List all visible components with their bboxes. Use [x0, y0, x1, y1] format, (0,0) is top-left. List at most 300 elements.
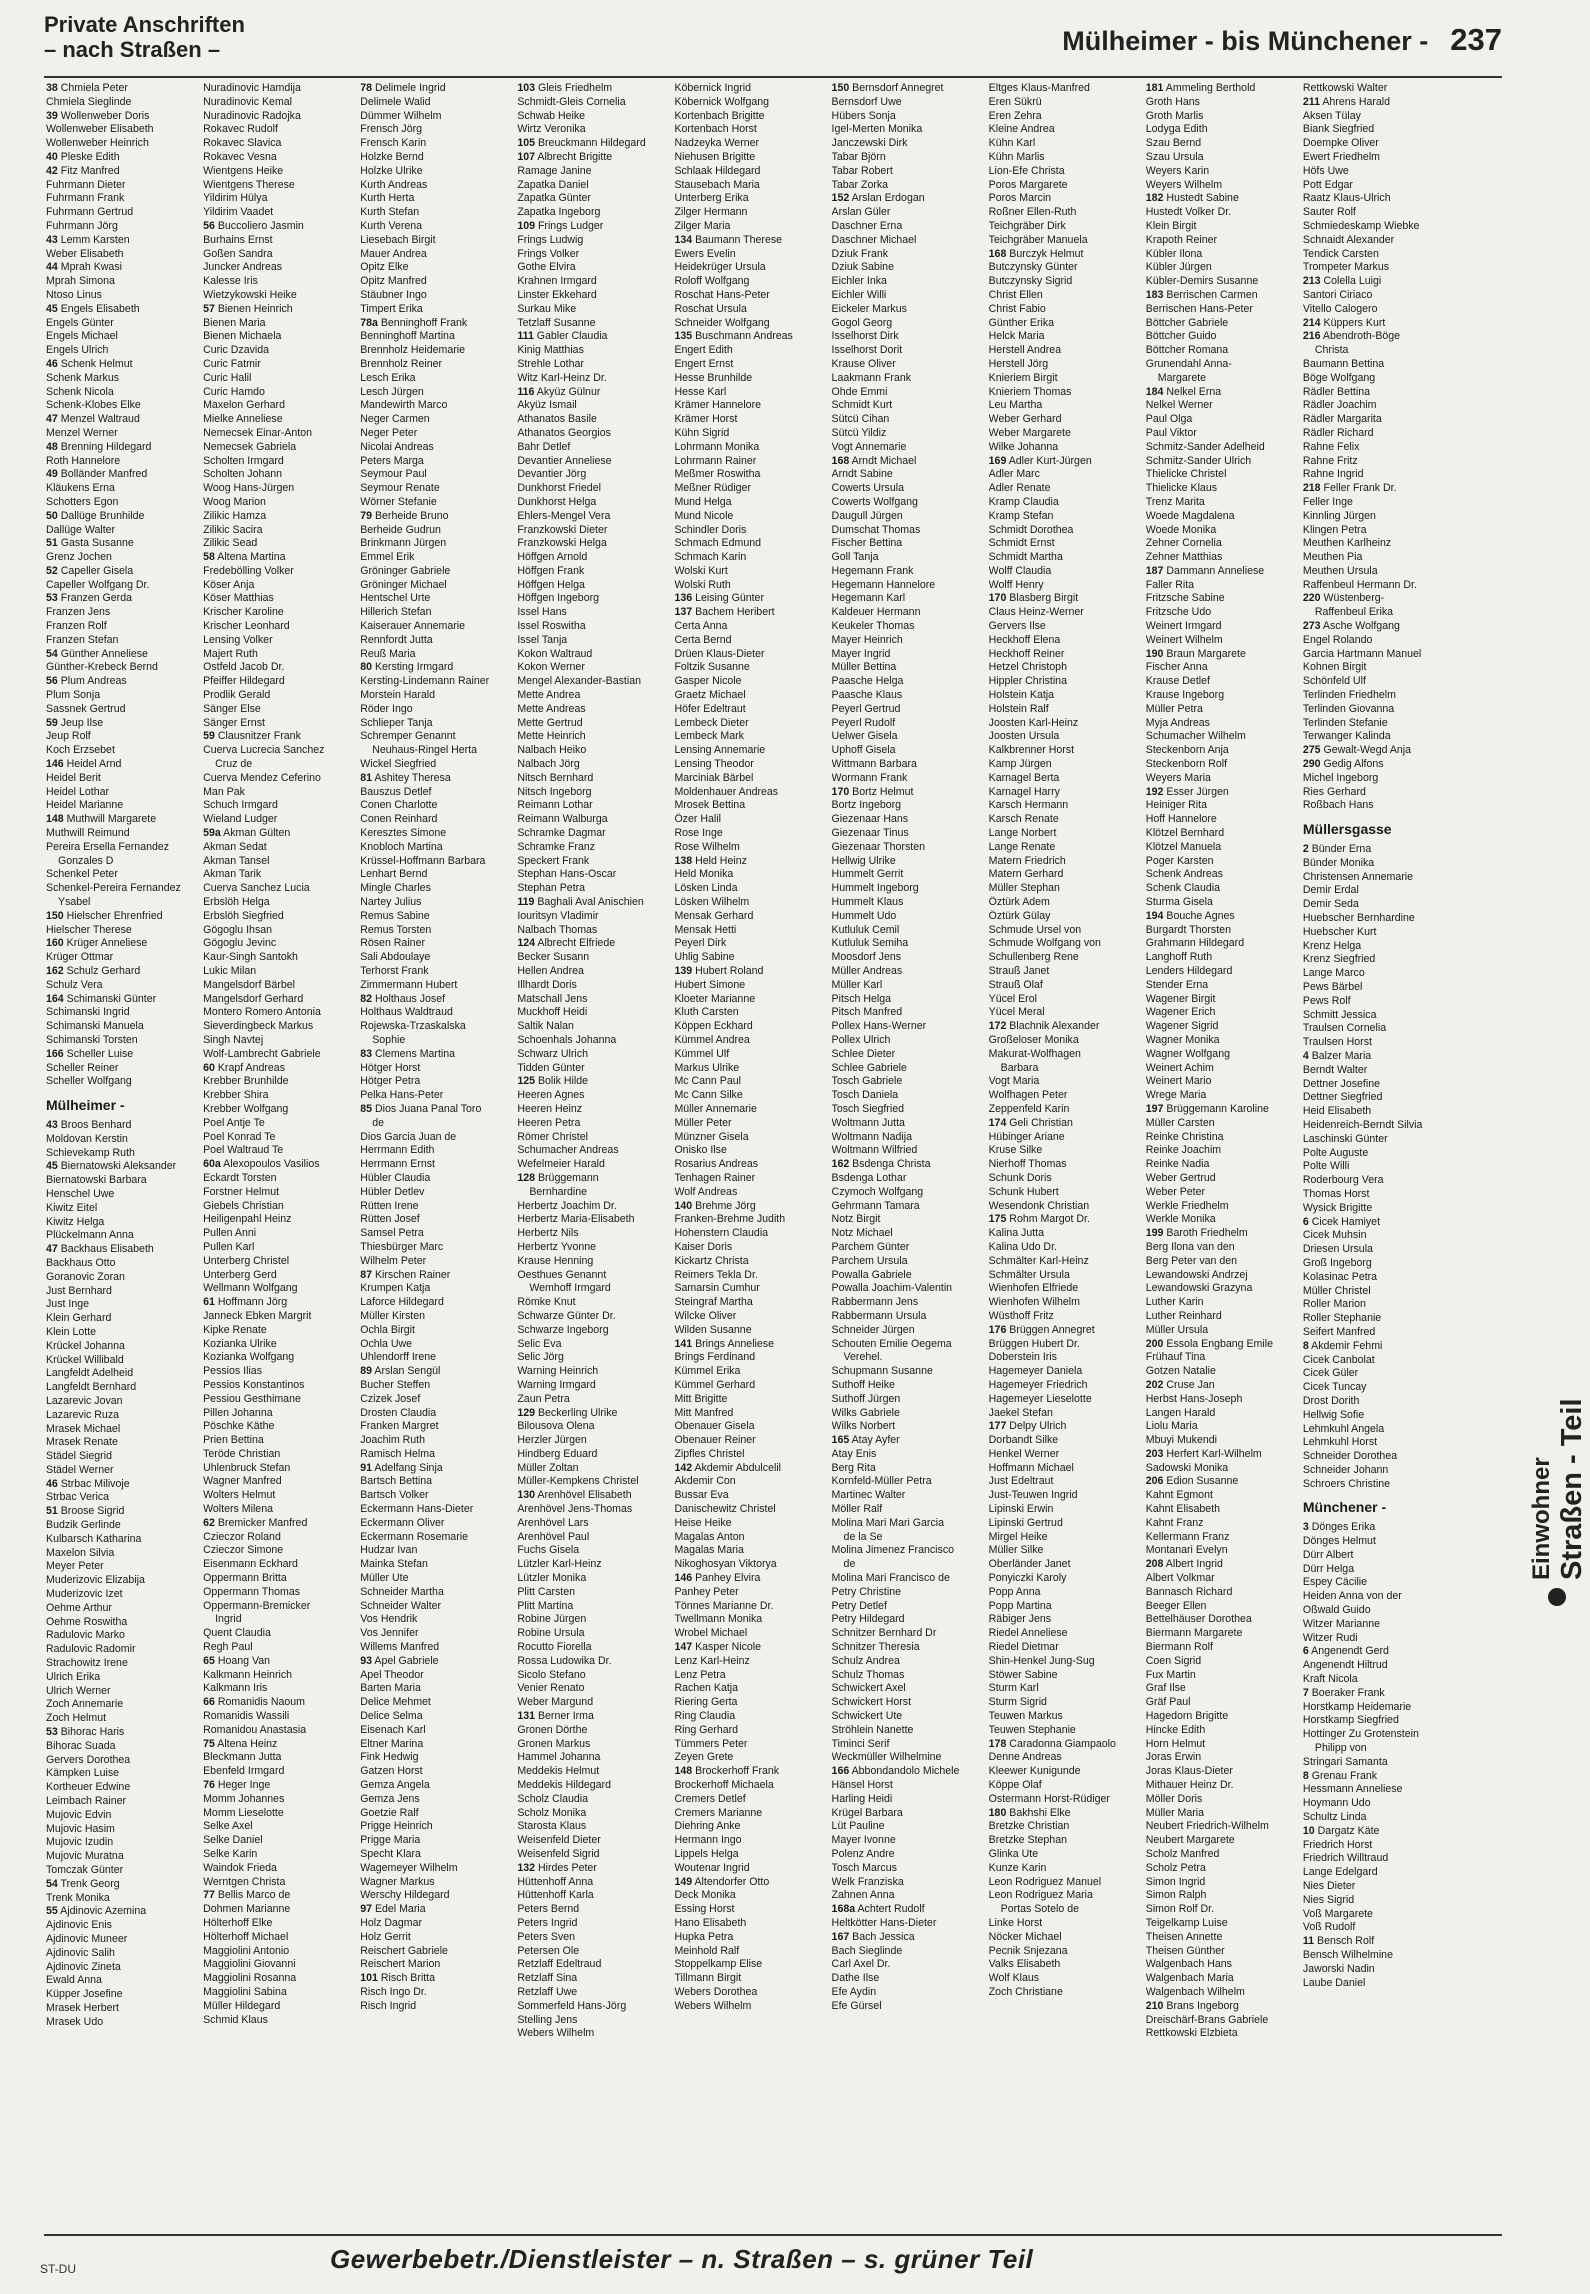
directory-entry: Tosch Gabriele	[831, 1075, 903, 1088]
directory-entry: Rabbermann Ursula	[831, 1309, 927, 1322]
house-number: 183	[1145, 288, 1164, 301]
directory-entry: Engels Günter	[46, 316, 114, 329]
directory-entry: Werschy Hildegard	[360, 1889, 450, 1902]
directory-entry: 131 Berner Irma	[517, 1710, 594, 1723]
directory-entry: Czymoch Wolfgang	[831, 1185, 924, 1198]
directory-entry: Nuradinovic Kemal	[203, 95, 293, 108]
directory-entry: Maxelon Silvia	[46, 1546, 115, 1559]
directory-entry: Kübler Ilona	[1145, 247, 1203, 260]
directory-entry: Regh Paul	[203, 1641, 253, 1654]
directory-entry: Mauer Andrea	[360, 247, 427, 260]
directory-entry: 178 Caradonna Giampaolo	[988, 1737, 1116, 1750]
directory-entry: Weinert Wilhelm	[1145, 633, 1223, 646]
directory-entry: Oberländer Janet	[988, 1558, 1071, 1571]
directory-entry: Ries Gerhard	[1302, 785, 1366, 798]
house-number: 187	[1145, 564, 1164, 577]
directory-entry: 210 Brans Ingeborg	[1145, 1999, 1239, 2012]
directory-entry: Budzik Gerlinde	[46, 1519, 121, 1532]
directory-entry: Wolters Milena	[203, 1503, 273, 1516]
directory-entry: Lesch Erika	[360, 371, 416, 384]
directory-entry: Paul Olga	[1145, 413, 1193, 426]
directory-entry: Heidel Berit	[46, 771, 101, 784]
directory-entry: 44 Mprah Kwasi	[46, 261, 122, 274]
directory-entry: Heeren Agnes	[517, 1089, 585, 1102]
directory-entry: Kluth Carsten	[674, 1006, 739, 1019]
directory-entry: Oppermann-Bremicker	[203, 1599, 311, 1612]
directory-entry: Lenz Petra	[674, 1668, 726, 1681]
directory-entry: Franken-Brehme Judith	[674, 1213, 786, 1226]
directory-entry: Maxelon Gerhard	[203, 399, 285, 412]
directory-entry: Cuerva Mendez Ceferino	[203, 771, 321, 784]
directory-entry: Montanari Evelyn	[1145, 1544, 1228, 1557]
directory-entry: Herstell Andrea	[988, 344, 1062, 357]
directory-entry: Powalla Joachim-Valentin	[831, 1282, 953, 1295]
directory-entry: Wickel Siegfried	[360, 758, 437, 771]
directory-entry: Dürr Helga	[1302, 1562, 1355, 1575]
directory-entry: Keukeler Thomas	[831, 620, 915, 633]
directory-entry: Schoenhals Johanna	[517, 1033, 617, 1046]
directory-entry: Wolters Helmut	[203, 1489, 276, 1502]
directory-entry: 93 Apel Gabriele	[360, 1654, 439, 1667]
directory-entry: Brinkmann Jürgen	[360, 537, 447, 550]
directory-entry: Peyerl Rudolf	[831, 716, 896, 729]
directory-entry: Schramke Franz	[517, 840, 596, 853]
directory-entry: Weinert Mario	[1145, 1075, 1212, 1088]
directory-entry: Pullen Karl	[203, 1240, 255, 1253]
directory-entry: Kämpken Luise	[46, 1767, 120, 1780]
directory-entry: Franzen Jens	[46, 606, 111, 619]
house-number: 148	[674, 1765, 693, 1778]
directory-entry: Ring Gerhard	[674, 1723, 739, 1736]
directory-entry: Theisen Annette	[1145, 1930, 1223, 1943]
house-number: 46	[46, 357, 58, 370]
directory-entry: Warning Irmgard	[517, 1378, 596, 1391]
directory-entry: Lipinski Gertrud	[988, 1516, 1063, 1529]
directory-entry: Hegemann Frank	[831, 564, 914, 577]
directory-entry: Kurth Herta	[360, 192, 415, 205]
directory-entry: 46 Schenk Helmut	[46, 357, 133, 370]
directory-entry: Schwab Heike	[517, 109, 586, 122]
directory-entry: Czieczor Simone	[203, 1544, 284, 1557]
directory-entry: Weisenfeld Dieter	[517, 1834, 601, 1847]
directory-entry: Raatz Klaus-Ulrich	[1302, 192, 1391, 205]
directory-entry: Radulovic Radomir	[46, 1643, 136, 1656]
directory-entry: Röder Ingo	[360, 702, 413, 715]
directory-entry: Meuthen Pia	[1302, 551, 1363, 564]
directory-entry: 176 Brüggen Annegret	[988, 1323, 1095, 1336]
directory-entry: 109 Frings Ludger	[517, 219, 604, 232]
directory-entry: Sicolo Stefano	[517, 1668, 586, 1681]
house-number: 58	[203, 551, 215, 564]
directory-entry: Schouten Emilie Oegema	[831, 1337, 952, 1350]
directory-entry: Weber Elisabeth	[46, 247, 124, 260]
house-number: 111	[517, 330, 534, 343]
directory-entry: Laforce Hildegard	[360, 1296, 444, 1309]
directory-entry: 181 Ammeling Berthold	[1145, 82, 1256, 94]
directory-entry: Tabar Zorka	[831, 178, 889, 191]
directory-entry: Mrosek Bettina	[674, 799, 746, 812]
directory-entry: Molina Mari Mari Garcia	[831, 1516, 944, 1529]
directory-entry: Wolf-Lambrecht Gabriele	[203, 1047, 321, 1060]
house-number: 50	[46, 509, 58, 522]
house-number: 125	[517, 1075, 536, 1088]
directory-entry: Glinka Ute	[988, 1848, 1039, 1860]
directory-entry: Paasche Klaus	[831, 689, 903, 702]
header-title: Private Anschriften	[44, 12, 245, 37]
directory-entry: Nuradinovic Hamdija	[203, 82, 301, 94]
house-number: 10	[1302, 1824, 1315, 1837]
directory-entry: Lembeck Mark	[674, 730, 744, 743]
directory-entry: Butczynsky Günter	[988, 261, 1078, 274]
directory-entry: Oßwald Guido	[1302, 1604, 1371, 1617]
directory-entry: Lange Norbert	[988, 827, 1057, 840]
directory-entry: 80 Kersting Irmgard	[360, 661, 454, 674]
house-number: 192	[1145, 785, 1164, 798]
directory-entry: Köppen Eckhard	[674, 1020, 753, 1033]
directory-entry: Czizek Josef	[360, 1392, 421, 1405]
directory-entry: Daschner Michael	[831, 233, 917, 246]
directory-entry: Müller Zoltan	[517, 1461, 579, 1474]
directory-entry: Woutenar Ingrid	[674, 1861, 750, 1874]
directory-entry: Karnagel Berta	[988, 771, 1060, 784]
directory-entry: Krüger Ottmar	[46, 951, 114, 964]
directory-entry: Dunkhorst Helga	[517, 495, 597, 508]
directory-entry: Schenk Markus	[46, 371, 120, 384]
directory-entry: Makurat-Wolfhagen	[988, 1047, 1081, 1060]
directory-entry: Wolf Andreas	[674, 1185, 738, 1198]
directory-entry: Klein Birgit	[1145, 219, 1197, 232]
directory-entry: 218 Feller Frank Dr.	[1302, 482, 1397, 495]
directory-entry-continuation: de	[843, 1558, 856, 1571]
directory-entry: Joosten Ursula	[988, 730, 1060, 743]
directory-entry: Kraft Nicola	[1302, 1673, 1358, 1686]
directory-entry: Hölterhoff Elke	[203, 1916, 273, 1929]
directory-entry: Hammel Johanna	[517, 1751, 601, 1764]
directory-entry: Michel Ingeborg	[1302, 771, 1379, 784]
directory-entry: Roller Marion	[1302, 1298, 1366, 1311]
directory-column	[1303, 82, 1456, 2230]
directory-entry: Suthoff Heike	[831, 1378, 895, 1391]
directory-entry: Schumacher Andreas	[517, 1144, 619, 1157]
directory-entry: Mette Heinrich	[517, 730, 586, 743]
house-number: 160	[46, 937, 64, 950]
directory-entry: 197 Brüggemann Karoline	[1145, 1102, 1269, 1115]
house-number: 130	[517, 1489, 536, 1502]
directory-entry: Popp Martina	[988, 1599, 1052, 1612]
directory-entry: Rokavec Slavica	[203, 137, 282, 150]
directory-entry: Dziuk Sabine	[831, 261, 894, 274]
house-number: 168a	[831, 1903, 856, 1916]
directory-entry: Pelka Hans-Peter	[360, 1089, 444, 1102]
directory-entry: Schenkel-Pereira Fernandez	[46, 882, 181, 895]
directory-entry: Schenk Claudia	[1145, 882, 1220, 895]
directory-entry: Gervers Dorothea	[46, 1753, 131, 1766]
house-number: 60	[203, 1061, 215, 1074]
directory-entry: Maggiolini Antonio	[203, 1944, 290, 1957]
directory-entry: Hübinger Ariane	[988, 1130, 1065, 1143]
directory-entry: Kaldeuer Hermann	[831, 606, 921, 619]
house-number: 132	[517, 1861, 536, 1874]
directory-entry: Kümmel Andrea	[674, 1033, 750, 1046]
directory-entry: Römke Knut	[517, 1296, 576, 1309]
directory-entry: Thiesbürger Marc	[360, 1240, 444, 1253]
directory-entry: Bartsch Bettina	[360, 1475, 433, 1488]
directory-entry: Huebscher Kurt	[1302, 925, 1377, 938]
directory-entry: Schotters Egon	[46, 495, 119, 508]
directory-entry: Nies Dieter	[1302, 1880, 1356, 1892]
directory-entry: 149 Altendorfer Otto	[674, 1875, 770, 1888]
directory-entry: 192 Esser Jürgen	[1145, 785, 1229, 798]
directory-entry: 40 Pleske Edith	[46, 150, 120, 163]
directory-entry: Laube Daniel	[1302, 1976, 1366, 1989]
directory-entry: Plum Sonja	[46, 689, 101, 702]
directory-entry: Maggiolini Sabina	[203, 1985, 287, 1998]
directory-entry: Rahne Felix	[1302, 440, 1360, 453]
directory-entry: Shin-Henkel Jung-Sug	[988, 1654, 1095, 1667]
directory-entry: Schunk Hubert	[988, 1185, 1059, 1198]
directory-entry: 170 Blasberg Birgit	[988, 592, 1079, 605]
directory-entry: Deck Monika	[674, 1889, 736, 1902]
directory-entry: Karsch Renate	[988, 813, 1059, 826]
directory-entry: 47 Menzel Waltraud	[46, 413, 140, 426]
directory-entry: Denne Andreas	[988, 1751, 1062, 1764]
directory-entry: Witz Karl-Heinz Dr.	[517, 371, 607, 384]
directory-entry: Friedrich Willtraud	[1302, 1852, 1389, 1865]
directory-entry: Peyerl Dirk	[674, 937, 727, 950]
house-number: 6	[1302, 1215, 1309, 1228]
directory-column	[203, 82, 356, 2230]
directory-entry: Hupka Petra	[674, 1930, 734, 1943]
directory-entry: Trompeter Markus	[1302, 261, 1390, 274]
directory-entry: Sütcü Cihan	[831, 413, 890, 426]
directory-entry: Burhains Ernst	[203, 233, 273, 246]
directory-entry: Werkle Monika	[1145, 1213, 1216, 1226]
directory-entry: Günther Erika	[988, 316, 1055, 329]
directory-entry: Curic Hamdo	[203, 385, 265, 398]
directory-entry: Eren Sükrü	[988, 95, 1042, 108]
directory-entry: 39 Wollenweber Doris	[46, 109, 150, 122]
directory-entry: 146 Heidel Arnd	[46, 758, 122, 771]
directory-entry: Kiwitz Eitel	[46, 1201, 98, 1214]
directory-entry: Man Pak	[203, 785, 245, 798]
directory-entry: Meßmer Roswitha	[674, 468, 761, 481]
house-number: 182	[1145, 192, 1164, 205]
directory-entry: 290 Gedig Alfons	[1302, 758, 1384, 771]
directory-entry: Moosdorf Jens	[831, 951, 902, 964]
directory-entry: Eisenach Karl	[360, 1723, 426, 1736]
directory-entry: Langhoff Ruth	[1145, 951, 1213, 964]
directory-entry: 6 Angenendt Gerd	[1302, 1645, 1389, 1658]
directory-entry: Höffgen Ingeborg	[517, 592, 600, 605]
directory-entry: Vos Hendrik	[360, 1613, 418, 1626]
directory-entry: Schnitzer Theresia	[831, 1641, 920, 1654]
directory-entry: Hötger Petra	[360, 1075, 421, 1088]
directory-entry: 45 Biernatowski Aleksander	[46, 1160, 177, 1173]
directory-entry: Meinhold Ralf	[674, 1944, 740, 1957]
house-number: 203	[1145, 1447, 1164, 1460]
directory-entry: Wolski Ruth	[674, 578, 731, 591]
directory-entry: Schwarze Ingeborg	[517, 1323, 609, 1336]
directory-entry: Stelling Jens	[517, 2013, 578, 2026]
directory-entry: Zilikic Sead	[203, 537, 258, 550]
house-number: 177	[988, 1420, 1007, 1433]
directory-entry: Zoch Christiane	[988, 1985, 1063, 1998]
directory-entry: Franken Margret	[360, 1420, 439, 1433]
directory-entry: Stoppelkamp Elise	[674, 1958, 763, 1971]
house-number: 194	[1145, 909, 1164, 922]
directory-entry: 85 Dios Juana Panal Toro	[360, 1102, 482, 1115]
directory-entry: 11 Bensch Rolf	[1302, 1935, 1375, 1948]
directory-entry: Krebber Brunhilde	[203, 1075, 289, 1088]
directory-entry: Pollex Ulrich	[831, 1033, 891, 1046]
directory-entry: Claus Heinz-Werner	[988, 606, 1084, 619]
directory-entry: Sänger Else	[203, 702, 261, 715]
directory-entry: Höfs Uwe	[1302, 164, 1349, 177]
directory-column	[989, 82, 1142, 2230]
directory-entry: Grunendahl Anna-	[1145, 357, 1232, 370]
directory-entry: 7 Boeraker Frank	[1302, 1686, 1385, 1699]
directory-entry: Kellermann Franz	[1145, 1530, 1230, 1543]
directory-entry: Roschat Hans-Peter	[674, 288, 770, 301]
directory-entry: Linster Ekkehard	[517, 288, 597, 301]
directory-entry: Gotzen Natalie	[1145, 1365, 1216, 1378]
directory-entry: Adler Renate	[988, 482, 1051, 495]
directory-entry: Mayer Heinrich	[831, 633, 903, 646]
directory-entry: Schlieper Tanja	[360, 716, 433, 729]
directory-entry: Weber Margund	[517, 1696, 594, 1709]
directory-entry: 60 Krapf Andreas	[203, 1061, 285, 1074]
directory-entry: Wolff Claudia	[988, 564, 1052, 577]
directory-entry: Wollenweber Heinrich	[46, 137, 149, 150]
directory-entry: Drüen Klaus-Dieter	[674, 647, 765, 660]
directory-entry: Dziuk Frank	[831, 247, 889, 260]
directory-entry: 53 Franzen Gerda	[46, 592, 132, 605]
directory-entry: 75 Altena Heinz	[203, 1737, 278, 1750]
directory-entry: Cicek Canbolat	[1302, 1353, 1375, 1366]
directory-entry: Oppermann Britta	[203, 1572, 287, 1585]
directory-entry: Jaworski Nadin	[1302, 1962, 1375, 1975]
directory-entry: 61 Hoffmann Jörg	[203, 1296, 288, 1309]
directory-entry-continuation: Raffenbeul Erika	[1314, 606, 1394, 619]
directory-entry: Kümmel Erika	[674, 1365, 741, 1378]
directory-entry: Tönnes Marianne Dr.	[674, 1599, 774, 1612]
directory-entry: Kohnen Birgit	[1302, 661, 1367, 674]
directory-entry: Graetz Michael	[674, 689, 746, 702]
directory-entry: Liesebach Birgit	[360, 233, 436, 246]
directory-entry: Nadzeyka Werner	[674, 137, 760, 150]
directory-entry: Rädler Margarita	[1302, 413, 1382, 426]
directory-entry: Ströhlein Nanette	[831, 1723, 914, 1736]
directory-entry: Scholz Manfred	[1145, 1848, 1220, 1860]
directory-entry: Hubert Simone	[674, 978, 746, 991]
directory-entry: Steckenborn Rolf	[1145, 758, 1228, 771]
directory-entry: Ramisch Helma	[360, 1447, 435, 1460]
directory-entry: Krenz Helga	[1302, 939, 1362, 952]
directory-entry: Dumschat Thomas	[831, 523, 921, 536]
house-number: 218	[1302, 482, 1321, 495]
directory-entry: Kübler-Demirs Susanne	[1145, 275, 1259, 288]
directory-entry: Isselhorst Dirk	[831, 330, 899, 343]
directory-entry: Risch Ingo Dr.	[360, 1985, 427, 1998]
directory-entry: 128 Brüggemann	[517, 1171, 599, 1184]
directory-entry: Terhorst Frank	[360, 965, 429, 977]
directory-entry: Oppermann Thomas	[203, 1585, 301, 1598]
directory-entry: Matschall Jens	[517, 992, 588, 1005]
directory-entry: 38 Chmiela Peter	[46, 82, 128, 94]
directory-entry: Schullenberg Rene	[988, 951, 1079, 964]
directory-entry: Robine Ursula	[517, 1627, 585, 1640]
directory-entry: 8 Akdemir Fehmi	[1302, 1339, 1383, 1352]
house-number: 129	[517, 1406, 536, 1419]
house-number: 275	[1302, 744, 1321, 757]
directory-entry: Bienen Michaela	[203, 330, 282, 343]
directory-entry: Cicek Tuncay	[1302, 1381, 1367, 1394]
directory-entry: 111 Gabler Claudia	[517, 330, 608, 343]
directory-entry: Berheide Gudrun	[360, 523, 441, 536]
directory-entry: 119 Baghali Aval Anischien	[517, 896, 644, 909]
directory-entry: Berg Ilona van den	[1145, 1240, 1235, 1253]
directory-entry: Stöwer Sabine	[988, 1668, 1058, 1681]
directory-entry: Wagemeyer Wilhelm	[360, 1861, 458, 1874]
directory-entry: Albert Volkmar	[1145, 1572, 1215, 1585]
house-number: 11	[1302, 1935, 1315, 1948]
directory-entry: Dettner Siegfried	[1302, 1091, 1383, 1104]
directory-entry: Wientgens Therese	[203, 178, 295, 191]
directory-entry: Eichler Willi	[831, 288, 887, 301]
directory-entry: Hummelt Gerrit	[831, 868, 904, 881]
footer-rule	[44, 2234, 1502, 2236]
directory-entry-continuation: Portas Sotelo de	[1000, 1903, 1079, 1916]
directory-entry: Muderizovic Elizabija	[46, 1574, 145, 1587]
directory-entry: Schindler Doris	[674, 523, 747, 536]
directory-entry: Nikoghosyan Viktorya	[674, 1558, 777, 1571]
directory-entry: Wilke Johanna	[988, 440, 1059, 453]
directory-entry: 46 Strbac Milivoje	[46, 1477, 130, 1490]
directory-entry: Poel Konrad Te	[203, 1130, 276, 1143]
directory-entry: Butczynsky Sigrid	[988, 275, 1073, 288]
directory-entry: Drost Dorith	[1302, 1394, 1360, 1407]
directory-entry: Gemza Jens	[360, 1792, 420, 1805]
directory-entry: 59 Clausnitzer Frank	[203, 730, 301, 743]
directory-entry: 187 Dammann Anneliese	[1145, 564, 1265, 577]
directory-column	[360, 82, 513, 2230]
directory-entry: Meyer Peter	[46, 1560, 104, 1573]
directory-entry: Schmälter Ursula	[988, 1268, 1070, 1281]
directory-entry: Adler Marc	[988, 468, 1040, 481]
directory-entry: Ewert Friedhelm	[1302, 150, 1380, 163]
directory-entry: Kolasinac Petra	[1302, 1270, 1378, 1283]
house-number: 44	[46, 261, 58, 274]
directory-entry: Lesch Jürgen	[360, 385, 424, 398]
directory-entry: 148 Brockerhoff Frank	[674, 1765, 780, 1778]
directory-entry: Remus Sabine	[360, 909, 430, 922]
directory-entry: Hüttenhoff Anna	[517, 1875, 594, 1888]
directory-entry: Poel Antje Te	[203, 1116, 265, 1129]
directory-entry: 101 Risch Britta	[360, 1972, 436, 1985]
directory-entry: Horstkamp Heidemarie	[1302, 1700, 1412, 1713]
directory-entry: Brings Ferdinand	[674, 1351, 756, 1364]
directory-entry: Tetzlaff Susanne	[517, 316, 596, 329]
directory-entry: Tomczak Günter	[46, 1864, 124, 1876]
directory-entry: Woltmann Jutta	[831, 1116, 905, 1129]
directory-entry: Gronen Dörthe	[517, 1723, 588, 1736]
directory-entry: Kaiser Doris	[674, 1240, 733, 1253]
directory-entry: Schroers Christine	[1302, 1477, 1391, 1490]
directory-entry: Szau Bernd	[1145, 137, 1202, 150]
directory-entry: Lenders Hildegard	[1145, 965, 1233, 977]
directory-entry: 2 Bünder Erna	[1302, 843, 1372, 856]
directory-entry: 150 Bernsdorf Annegret	[831, 82, 944, 94]
